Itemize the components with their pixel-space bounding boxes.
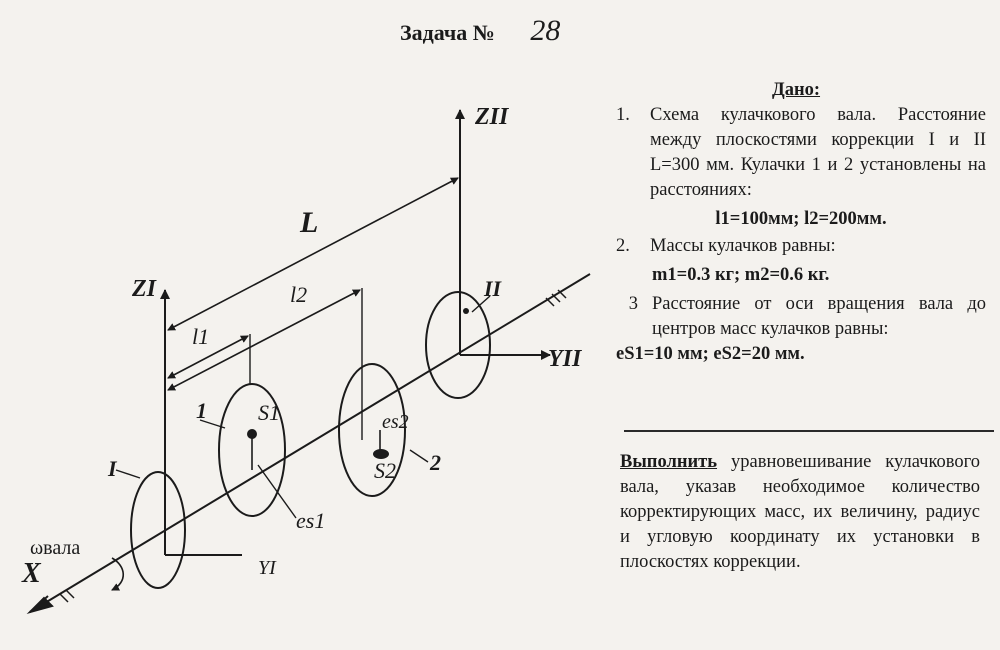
given-item-3-text: Расстояние от оси вращения вала до центров масс кулачков равны: [652, 294, 986, 339]
task-label: Задача № [400, 20, 495, 45]
label-plane-I: I [108, 456, 117, 481]
label-es2: es2 [382, 411, 409, 433]
label-L: L [300, 206, 319, 239]
given-item-1-number: 1. [616, 105, 630, 125]
given-title: Дано: [771, 80, 821, 100]
label-z2: ZII [475, 104, 509, 130]
given-item-1-values: l1=100мм; l2=200мм. [715, 209, 887, 229]
task-number: 28 [530, 14, 561, 47]
label-omega: ωвала [30, 537, 81, 559]
label-l2: l2 [290, 282, 308, 307]
given-item-1 [616, 103, 986, 203]
given-item-2-number: 2. [616, 236, 630, 256]
label-l1: l1 [192, 324, 210, 349]
label-plane-II: II [484, 276, 502, 301]
label-s2: S2 [374, 458, 396, 483]
camshaft-diagram [0, 60, 620, 650]
given-item-2-values: m1=0.3 кг; m2=0.6 кг. [652, 265, 830, 285]
given-item-3 [616, 292, 986, 342]
shaft-axis [30, 274, 590, 612]
given-item-3-number: 3 [628, 294, 638, 314]
task-text: уравновешивание кулачкового вала, указав необходимое количество корректирующих масс, их величину, радиус и угловую координату их установки в плоскостях коррекции. [620, 452, 980, 572]
plane-II-ellipse [426, 292, 490, 398]
dim-L-line [168, 178, 458, 330]
given-section [616, 78, 986, 367]
plane-I-ellipse [131, 472, 185, 588]
task-section [620, 450, 980, 575]
given-item-1-text: Схема кулачкового вала. Расстояние между плоскостями коррекции I и II L=300 мм. Кулачки 1 и 2 установлены на расстояниях: [650, 105, 986, 200]
label-x: X [22, 558, 41, 589]
label-cam-1: 1 [196, 398, 207, 423]
label-y1: YI [258, 557, 276, 579]
given-item-2-text: Массы кулачков равны: [650, 236, 836, 256]
given-item-3-values: eS1=10 мм; eS2=20 мм. [616, 344, 805, 364]
rotation-arrow-icon [112, 558, 123, 590]
label-cam-2: 2 [430, 450, 441, 475]
given-item-2 [616, 234, 986, 259]
label-y2: YII [548, 346, 582, 372]
task-lead: Выполнить [620, 452, 718, 472]
task-title [400, 14, 560, 48]
divider-line [624, 430, 994, 432]
mass-s1-dot [247, 429, 257, 439]
label-s1: S1 [258, 400, 280, 425]
label-es1: es1 [296, 508, 326, 533]
label-z1: ZI [132, 276, 156, 302]
